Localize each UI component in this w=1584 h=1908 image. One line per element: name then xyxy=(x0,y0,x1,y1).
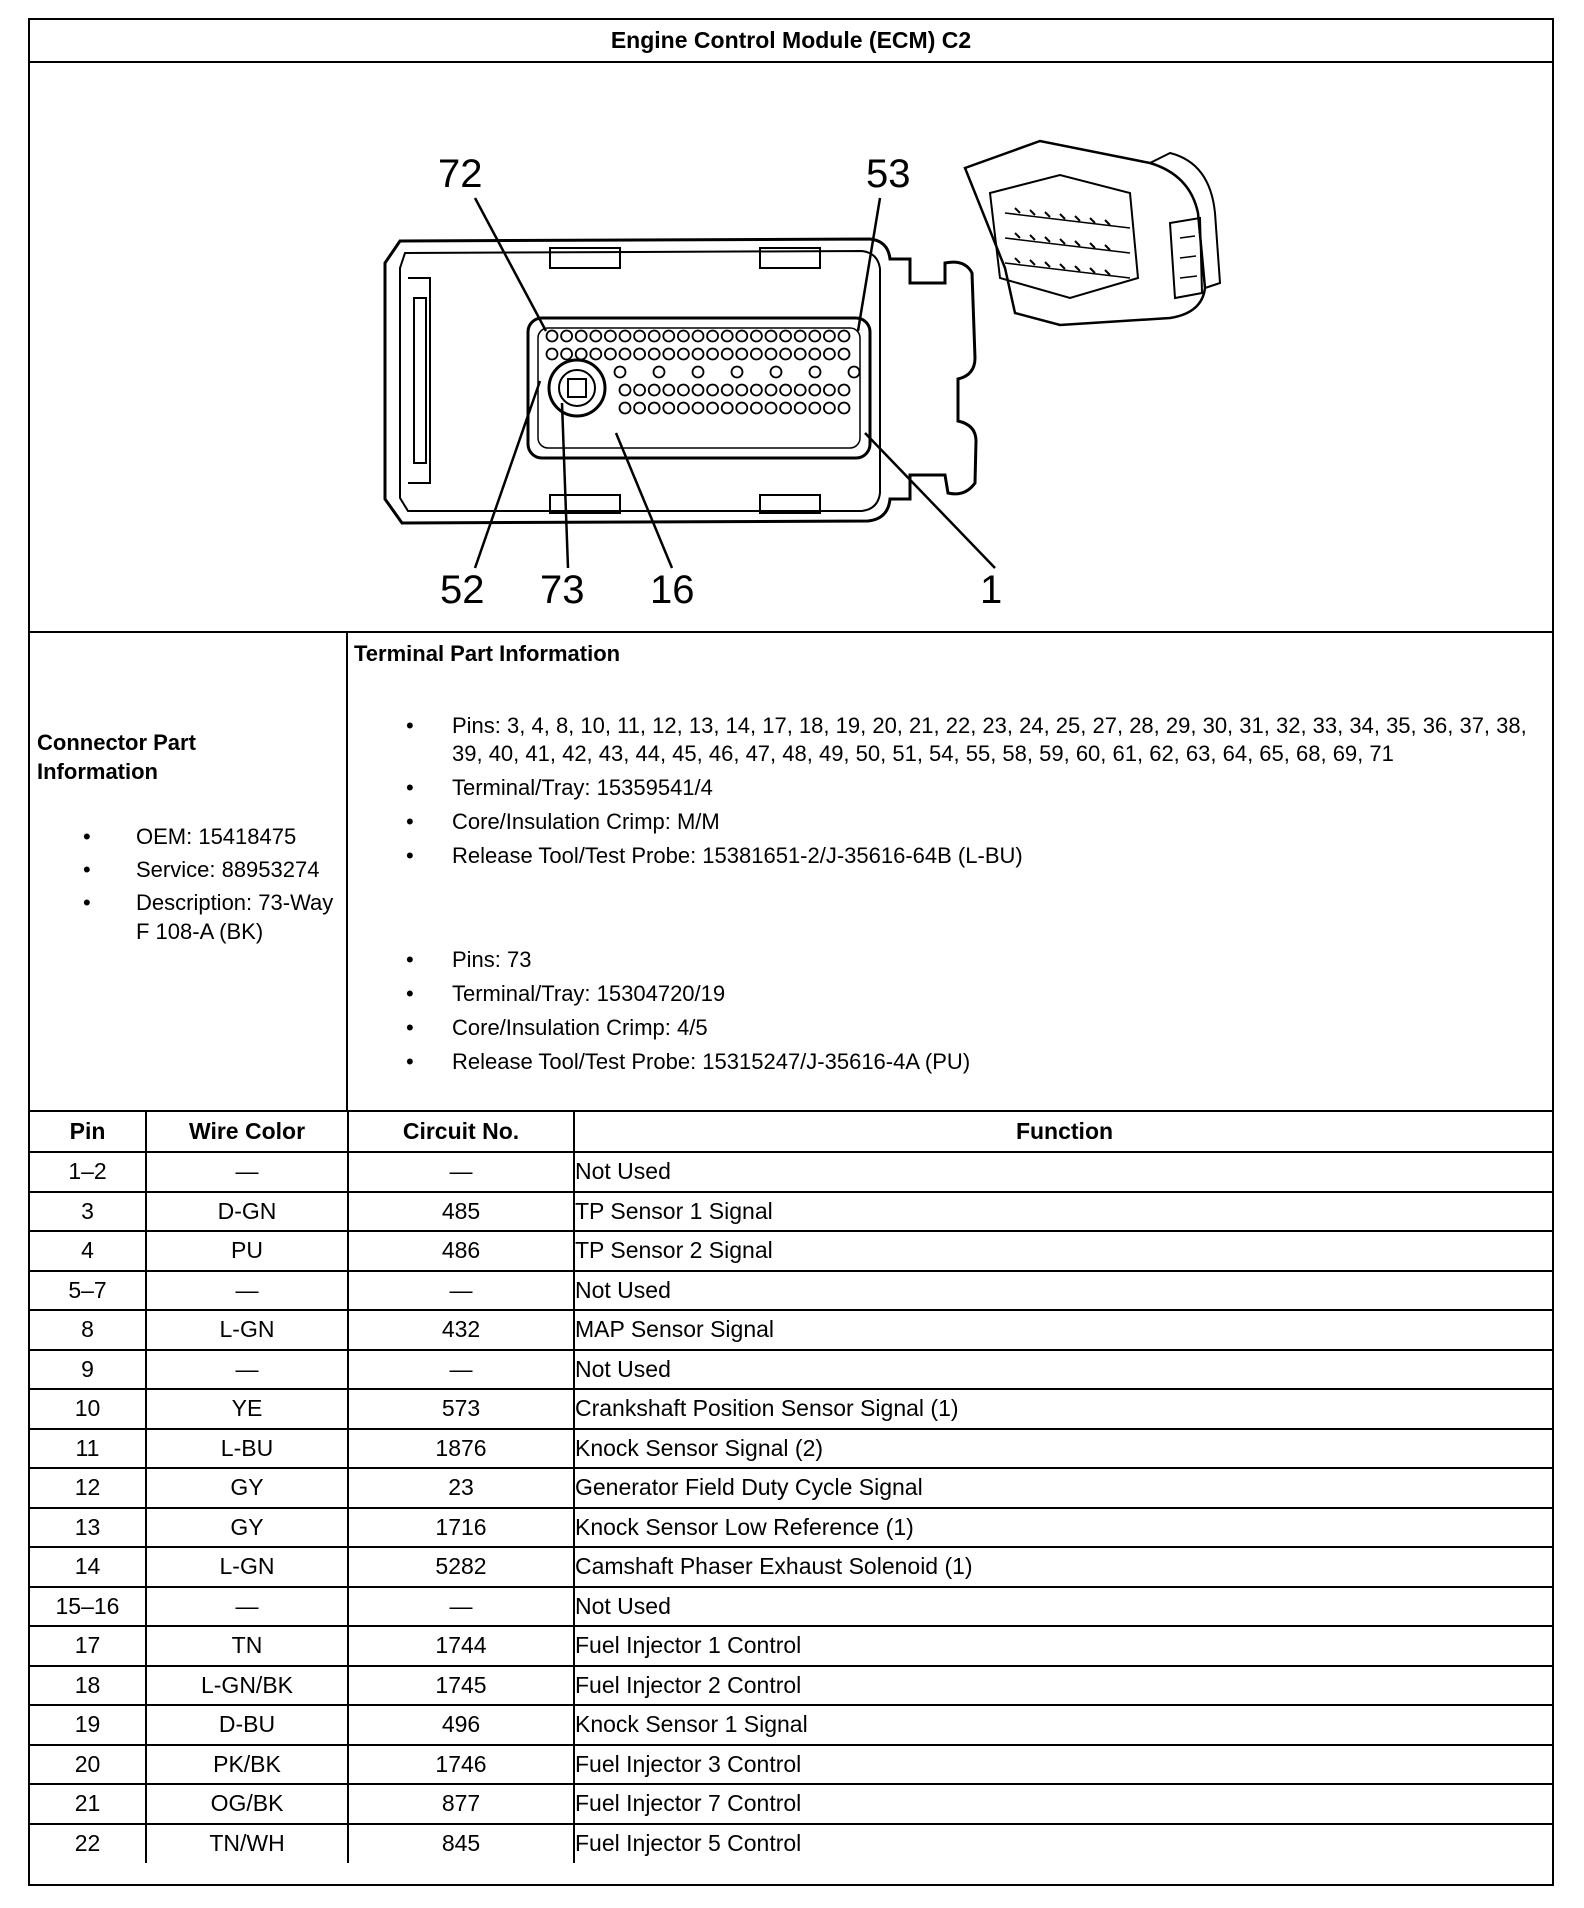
cell-wire-color: PK/BK xyxy=(146,1745,348,1785)
pin-hole xyxy=(649,349,660,360)
cell-wire-color: GY xyxy=(146,1508,348,1548)
pin-hole xyxy=(795,385,806,396)
cell-wire-color: — xyxy=(146,1350,348,1390)
connector-sheet xyxy=(28,18,1554,1886)
cell-function: TP Sensor 1 Signal xyxy=(574,1192,1554,1232)
connector-part-information xyxy=(30,633,348,1110)
header-circuit-no: Circuit No. xyxy=(348,1112,574,1152)
pin-hole xyxy=(605,349,616,360)
connector-description: • Description: 73-Way F 108-A (BK) xyxy=(30,888,348,946)
cell-function: Knock Sensor Signal (2) xyxy=(574,1429,1554,1469)
cell-circuit-no: — xyxy=(348,1350,574,1390)
pin-hole xyxy=(678,385,689,396)
pin-hole xyxy=(693,385,704,396)
pin-hole xyxy=(707,349,718,360)
pin-hole xyxy=(649,385,660,396)
cell-wire-color: D-BU xyxy=(146,1705,348,1745)
cell-function: Crankshaft Position Sensor Signal (1) xyxy=(574,1389,1554,1429)
pin-hole xyxy=(736,385,747,396)
pin-hole xyxy=(634,331,645,342)
pin-hole xyxy=(722,385,733,396)
pin-hole xyxy=(620,331,631,342)
cell-function: Knock Sensor Low Reference (1) xyxy=(574,1508,1554,1548)
cell-function: Fuel Injector 7 Control xyxy=(574,1784,1554,1824)
table-row xyxy=(30,1824,1554,1864)
callout-73: 73 xyxy=(540,568,585,612)
cell-pin: 12 xyxy=(30,1468,146,1508)
cell-function: Not Used xyxy=(574,1350,1554,1390)
table-row xyxy=(30,1784,1554,1824)
connector-oem: • OEM: 15418475 xyxy=(30,822,348,851)
header-wire-color: Wire Color xyxy=(146,1112,348,1152)
cell-wire-color: D-GN xyxy=(146,1192,348,1232)
table-row xyxy=(30,1666,1554,1706)
pin-hole xyxy=(634,403,645,414)
connector-info-heading: Connector Part Information xyxy=(37,730,196,784)
table-row xyxy=(30,1389,1554,1429)
pin-hole xyxy=(663,403,674,414)
cell-wire-color: PU xyxy=(146,1231,348,1271)
pin-hole xyxy=(605,331,616,342)
terminal-release-tool: • Release Tool/Test Probe: 15315247/J-35616-4A (PU) xyxy=(348,1048,1548,1076)
terminal-tray: • Terminal/Tray: 15359541/4 xyxy=(348,774,1548,802)
cell-pin: 9 xyxy=(30,1350,146,1390)
pin-hole xyxy=(634,349,645,360)
pin-hole xyxy=(751,349,762,360)
callout-1: 1 xyxy=(980,568,1003,612)
terminal-part-information xyxy=(348,633,1552,1110)
header-pin: Pin xyxy=(30,1112,146,1152)
terminal-crimp: • Core/Insulation Crimp: 4/5 xyxy=(348,1014,1548,1042)
cell-function: Camshaft Phaser Exhaust Solenoid (1) xyxy=(574,1547,1554,1587)
pin-hole xyxy=(620,349,631,360)
cell-circuit-no: 1876 xyxy=(348,1429,574,1469)
cell-circuit-no: 845 xyxy=(348,1824,574,1864)
cell-function: Knock Sensor 1 Signal xyxy=(574,1705,1554,1745)
terminal-crimp: • Core/Insulation Crimp: M/M xyxy=(348,808,1548,836)
cell-circuit-no: 1744 xyxy=(348,1626,574,1666)
cell-wire-color: L-GN/BK xyxy=(146,1666,348,1706)
pin-hole xyxy=(795,331,806,342)
cell-wire-color: L-BU xyxy=(146,1429,348,1469)
pin-hole xyxy=(634,385,645,396)
pin-hole xyxy=(766,385,777,396)
pin-hole xyxy=(576,331,587,342)
cell-pin: 11 xyxy=(30,1429,146,1469)
callout-52: 52 xyxy=(440,568,485,612)
pin-hole xyxy=(707,331,718,342)
pin-hole xyxy=(824,331,835,342)
cell-circuit-no: 1746 xyxy=(348,1745,574,1785)
pin-hole xyxy=(590,331,601,342)
pin-hole xyxy=(649,331,660,342)
pin-hole xyxy=(732,367,743,378)
cell-pin: 22 xyxy=(30,1824,146,1864)
cell-circuit-no: — xyxy=(348,1587,574,1627)
cell-circuit-no: 432 xyxy=(348,1310,574,1350)
pin-hole xyxy=(766,349,777,360)
connector-face-diagram xyxy=(30,63,1552,631)
cell-pin: 17 xyxy=(30,1626,146,1666)
cell-pin: 15–16 xyxy=(30,1587,146,1627)
pin-hole xyxy=(561,349,572,360)
connector-figure xyxy=(30,63,1552,633)
table-row xyxy=(30,1271,1554,1311)
table-row xyxy=(30,1508,1554,1548)
cell-pin: 5–7 xyxy=(30,1271,146,1311)
table-row xyxy=(30,1152,1554,1192)
pin-hole xyxy=(620,385,631,396)
pinout-rows xyxy=(30,1152,1554,1863)
pin-hole xyxy=(839,385,850,396)
cell-pin: 20 xyxy=(30,1745,146,1785)
cell-pin: 14 xyxy=(30,1547,146,1587)
table-header-row xyxy=(30,1112,1554,1152)
cell-circuit-no: 485 xyxy=(348,1192,574,1232)
pin-hole xyxy=(693,403,704,414)
callout-16: 16 xyxy=(650,568,695,612)
terminal-release-tool: • Release Tool/Test Probe: 15381651-2/J-35616-64B (L-BU) xyxy=(348,842,1548,870)
pin-hole xyxy=(678,403,689,414)
cell-circuit-no: — xyxy=(348,1152,574,1192)
pin-hole xyxy=(693,349,704,360)
pin-hole xyxy=(678,331,689,342)
table-row xyxy=(30,1468,1554,1508)
pin-hole xyxy=(824,349,835,360)
pin-hole xyxy=(722,331,733,342)
pin-hole xyxy=(620,403,631,414)
cell-circuit-no: — xyxy=(348,1271,574,1311)
cell-pin: 8 xyxy=(30,1310,146,1350)
pin-hole xyxy=(780,331,791,342)
cell-wire-color: L-GN xyxy=(146,1547,348,1587)
cell-wire-color: — xyxy=(146,1271,348,1311)
terminal-group-2 xyxy=(348,946,1548,1082)
connector-info-list xyxy=(30,822,348,950)
header-function: Function xyxy=(574,1112,1554,1152)
pin-hole xyxy=(809,385,820,396)
cell-circuit-no: 23 xyxy=(348,1468,574,1508)
pin-hole xyxy=(561,331,572,342)
pin-hole xyxy=(810,367,821,378)
cell-function: Not Used xyxy=(574,1587,1554,1627)
terminal-pins: • Pins: 3, 4, 8, 10, 11, 12, 13, 14, 17, 18, 19, 20, 21, 22, 23, 24, 25, 27, 28, 29, 30, 31, 32, 33, 34, 35, 36, 37, 38, 39, 40, 41, 42, 43, 44, 45, 46, 47, 48, 49, 50, 51, 54, 55, 58, 59, 60, 61, 62, 63, 64, 65, 68, 69, 71 xyxy=(348,712,1548,768)
connector-isometric-view xyxy=(965,141,1220,325)
pin-hole xyxy=(839,331,850,342)
pin-hole xyxy=(663,331,674,342)
cell-function: Fuel Injector 3 Control xyxy=(574,1745,1554,1785)
table-row xyxy=(30,1587,1554,1627)
cell-wire-color: GY xyxy=(146,1468,348,1508)
pin-hole xyxy=(736,403,747,414)
terminal-group-1 xyxy=(348,712,1548,876)
pin-hole xyxy=(766,331,777,342)
connector-service: • Service: 88953274 xyxy=(30,855,348,884)
cell-circuit-no: 5282 xyxy=(348,1547,574,1587)
cell-function: Not Used xyxy=(574,1271,1554,1311)
cell-circuit-no: 573 xyxy=(348,1389,574,1429)
cell-circuit-no: 1745 xyxy=(348,1666,574,1706)
cell-function: MAP Sensor Signal xyxy=(574,1310,1554,1350)
pin-hole xyxy=(795,403,806,414)
cell-pin: 19 xyxy=(30,1705,146,1745)
pin-hole xyxy=(576,349,587,360)
terminal-tray: • Terminal/Tray: 15304720/19 xyxy=(348,980,1548,1008)
table-row xyxy=(30,1310,1554,1350)
table-row xyxy=(30,1745,1554,1785)
cell-wire-color: — xyxy=(146,1152,348,1192)
cell-wire-color: YE xyxy=(146,1389,348,1429)
callout-72: 72 xyxy=(438,152,483,196)
cell-function: Fuel Injector 2 Control xyxy=(574,1666,1554,1706)
pin-hole xyxy=(824,403,835,414)
cell-wire-color: OG/BK xyxy=(146,1784,348,1824)
pin-hole xyxy=(722,349,733,360)
pin-hole xyxy=(678,349,689,360)
pin-hole xyxy=(722,403,733,414)
pin-hole xyxy=(663,385,674,396)
pin-hole xyxy=(824,385,835,396)
cell-circuit-no: 496 xyxy=(348,1705,574,1745)
cell-pin: 10 xyxy=(30,1389,146,1429)
pin-hole xyxy=(809,349,820,360)
pin-hole xyxy=(707,385,718,396)
page-title: Engine Control Module (ECM) C2 xyxy=(30,20,1552,63)
table-row xyxy=(30,1429,1554,1469)
pin-hole xyxy=(839,349,850,360)
table-row xyxy=(30,1350,1554,1390)
part-information xyxy=(30,633,1552,1112)
pin-hole xyxy=(780,385,791,396)
cell-pin: 4 xyxy=(30,1231,146,1271)
table-row xyxy=(30,1626,1554,1666)
cell-pin: 18 xyxy=(30,1666,146,1706)
pin-hole xyxy=(649,403,660,414)
pin-hole xyxy=(809,331,820,342)
cell-circuit-no: 877 xyxy=(348,1784,574,1824)
cell-pin: 3 xyxy=(30,1192,146,1232)
cell-wire-color: TN xyxy=(146,1626,348,1666)
cell-function: Not Used xyxy=(574,1152,1554,1192)
cell-pin: 21 xyxy=(30,1784,146,1824)
callout-53: 53 xyxy=(866,152,911,196)
table-row xyxy=(30,1192,1554,1232)
pin-hole xyxy=(693,331,704,342)
cell-wire-color: TN/WH xyxy=(146,1824,348,1864)
pin-hole xyxy=(693,367,704,378)
cell-function: Generator Field Duty Cycle Signal xyxy=(574,1468,1554,1508)
cell-pin: 13 xyxy=(30,1508,146,1548)
cell-function: TP Sensor 2 Signal xyxy=(574,1231,1554,1271)
pin-hole xyxy=(839,403,850,414)
pin-hole xyxy=(751,385,762,396)
pin-hole xyxy=(780,403,791,414)
terminal-info-heading: Terminal Part Information xyxy=(354,641,621,666)
pin-hole xyxy=(547,331,558,342)
table-row xyxy=(30,1547,1554,1587)
pin-hole xyxy=(663,349,674,360)
pin-hole xyxy=(654,367,665,378)
pin-hole xyxy=(736,349,747,360)
cell-wire-color: — xyxy=(146,1587,348,1627)
pin-hole xyxy=(766,403,777,414)
cell-function: Fuel Injector 1 Control xyxy=(574,1626,1554,1666)
cell-circuit-no: 1716 xyxy=(348,1508,574,1548)
pinout-table xyxy=(30,1112,1554,1863)
cell-function: Fuel Injector 5 Control xyxy=(574,1824,1554,1864)
pin-hole xyxy=(547,349,558,360)
pin-hole xyxy=(736,331,747,342)
table-row xyxy=(30,1705,1554,1745)
pin-hole xyxy=(849,367,860,378)
pin-hole xyxy=(771,367,782,378)
pin-hole xyxy=(809,403,820,414)
terminal-pins: • Pins: 73 xyxy=(348,946,1548,974)
pin-hole xyxy=(780,349,791,360)
cell-pin: 1–2 xyxy=(30,1152,146,1192)
cell-circuit-no: 486 xyxy=(348,1231,574,1271)
pin-hole xyxy=(795,349,806,360)
pin-hole xyxy=(707,403,718,414)
pin-hole xyxy=(615,367,626,378)
pin-hole xyxy=(751,331,762,342)
table-row xyxy=(30,1231,1554,1271)
cell-wire-color: L-GN xyxy=(146,1310,348,1350)
pin-hole xyxy=(751,403,762,414)
pin-hole xyxy=(590,349,601,360)
